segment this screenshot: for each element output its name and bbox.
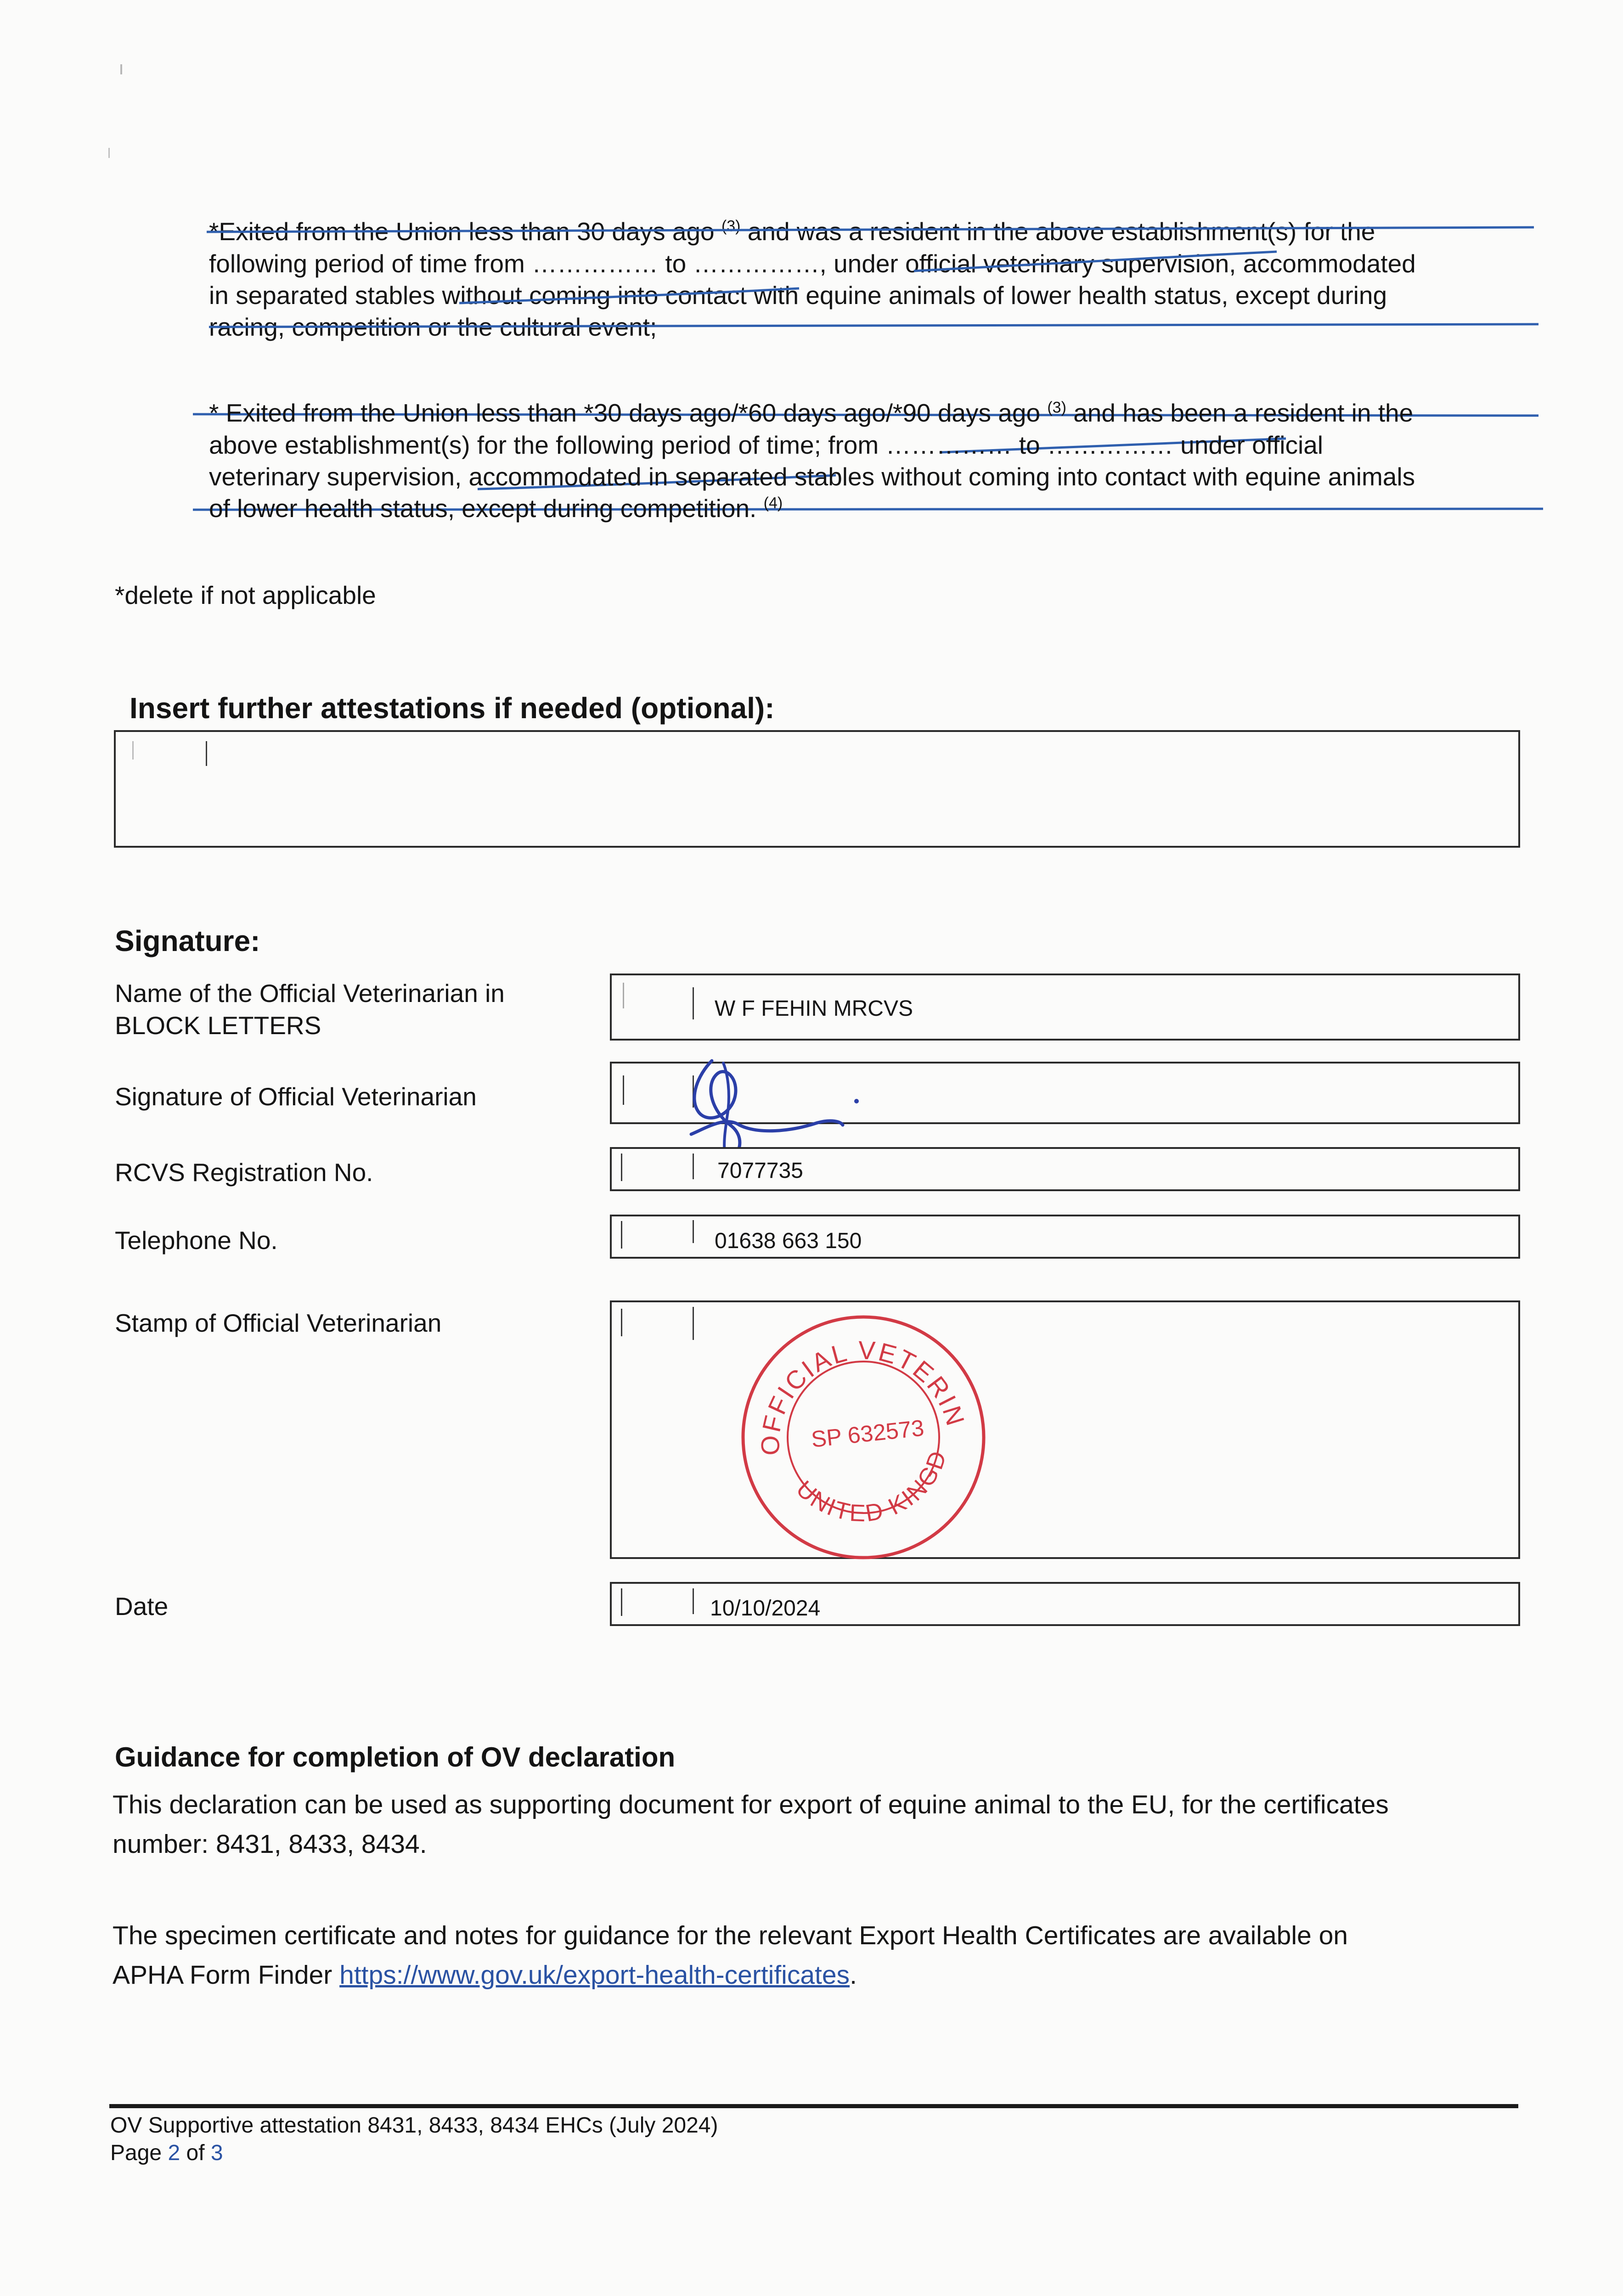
guidance-para2-line2: [113, 1960, 857, 1990]
field-cursor: [693, 987, 694, 1019]
form-finder-label: APHA Form Finder: [113, 1960, 332, 1990]
footer-rule: [109, 2104, 1518, 2108]
attestation-2-line1-end: and has been a resident in the: [1073, 399, 1414, 427]
field-cursor: [693, 1220, 694, 1243]
field-cursor: [621, 1309, 622, 1336]
name-field[interactable]: [610, 974, 1520, 1041]
page-word: Page: [110, 2141, 162, 2165]
page-of: of: [186, 2141, 205, 2165]
attestation-1-line1-end: and was a resident in the above establishment(s) for the: [747, 217, 1375, 246]
rcvs-label: RCVS Registration No.: [115, 1158, 373, 1187]
name-label-line1: Name of the Official Veterinarian in: [115, 979, 505, 1007]
guidance-period: .: [850, 1960, 857, 1990]
rcvs-field[interactable]: [610, 1147, 1520, 1191]
page-total: 3: [210, 2141, 223, 2165]
attestation-1-line1: *Exited from the Union less than 30 days ago: [209, 217, 715, 246]
export-health-certificates-link[interactable]: https://www.gov.uk/export-health-certificates: [339, 1960, 850, 1990]
name-value: W F FEHIN MRCVS: [715, 996, 913, 1021]
stamp-bottom-text: UNITED KINGDOM: [791, 1446, 952, 1527]
stamp-label: Stamp of Official Veterinarian: [115, 1309, 442, 1337]
stamp-code: SP 632573: [810, 1415, 925, 1452]
stamp-top-text: OFFICIAL VETERINARIAN: [755, 1335, 971, 1456]
attestation-1-line4: racing, competition or the cultural event;: [209, 313, 657, 341]
delete-note: *delete if not applicable: [115, 581, 376, 609]
footer-title: OV Supportive attestation 8431, 8433, 8434 EHCs (July 2024): [110, 2113, 718, 2138]
field-cursor: [693, 1154, 694, 1179]
name-label-line2: BLOCK LETTERS: [115, 1011, 321, 1040]
attestation-2-line1: * Exited from the Union less than *30 days ago/*60 days ago/*90 days ago: [209, 399, 1041, 427]
field-cursor: [621, 1221, 622, 1249]
signature-label: Signature of Official Veterinarian: [115, 1082, 477, 1111]
telephone-value: 01638 663 150: [715, 1229, 862, 1253]
page-current: 2: [168, 2141, 180, 2165]
page-number: [110, 2140, 223, 2167]
rcvs-value: 7077735: [717, 1159, 803, 1183]
guidance-heading: Guidance for completion of OV declaration: [115, 1742, 676, 1773]
further-attestations-field[interactable]: [114, 730, 1520, 848]
field-cursor: [623, 1075, 624, 1105]
field-cursor: [206, 741, 207, 766]
date-field[interactable]: [610, 1582, 1520, 1626]
footnote-ref: (4): [763, 494, 783, 512]
guidance-para2-line1: The specimen certificate and notes for guidance for the relevant Export Health Certificates are available on: [113, 1921, 1348, 1950]
signature-heading: Signature:: [115, 924, 260, 957]
footnote-ref: (3): [1047, 399, 1066, 416]
official-stamp: [735, 1309, 992, 1566]
attestation-1-line2: following period of time from …………… to ……………, under official veterinary supervision, accommodated: [209, 249, 1416, 278]
field-cursor: [132, 741, 134, 760]
field-cursor: [623, 983, 624, 1008]
attestation-2-line4: of lower health status, except during competition.: [209, 494, 757, 523]
further-attestations-heading: Insert further attestations if needed (optional):: [130, 692, 775, 725]
date-value: 10/10/2024: [710, 1596, 821, 1621]
guidance-para1-line1: This declaration can be used as supporting document for export of equine animal to the EU, for the certificates: [113, 1790, 1389, 1819]
date-label: Date: [115, 1592, 169, 1621]
field-cursor: [693, 1588, 694, 1614]
field-cursor: [621, 1154, 622, 1181]
field-cursor: [693, 1307, 694, 1340]
guidance-para1-line2: number: 8431, 8433, 8434.: [113, 1829, 427, 1859]
field-cursor: [621, 1588, 622, 1616]
attestation-1-line3: in separated stables without coming into contact with equine animals of lower health status, except during: [209, 281, 1387, 310]
footnote-ref: (3): [721, 217, 741, 235]
attestation-2-line3: veterinary supervision, accommodated in separated stables without coming into contact with equine animals: [209, 462, 1415, 491]
telephone-label: Telephone No.: [115, 1226, 278, 1255]
attestation-2-line2: above establishment(s) for the following period of time; from …………… to …………… under official: [209, 431, 1324, 459]
telephone-field[interactable]: [610, 1215, 1520, 1259]
